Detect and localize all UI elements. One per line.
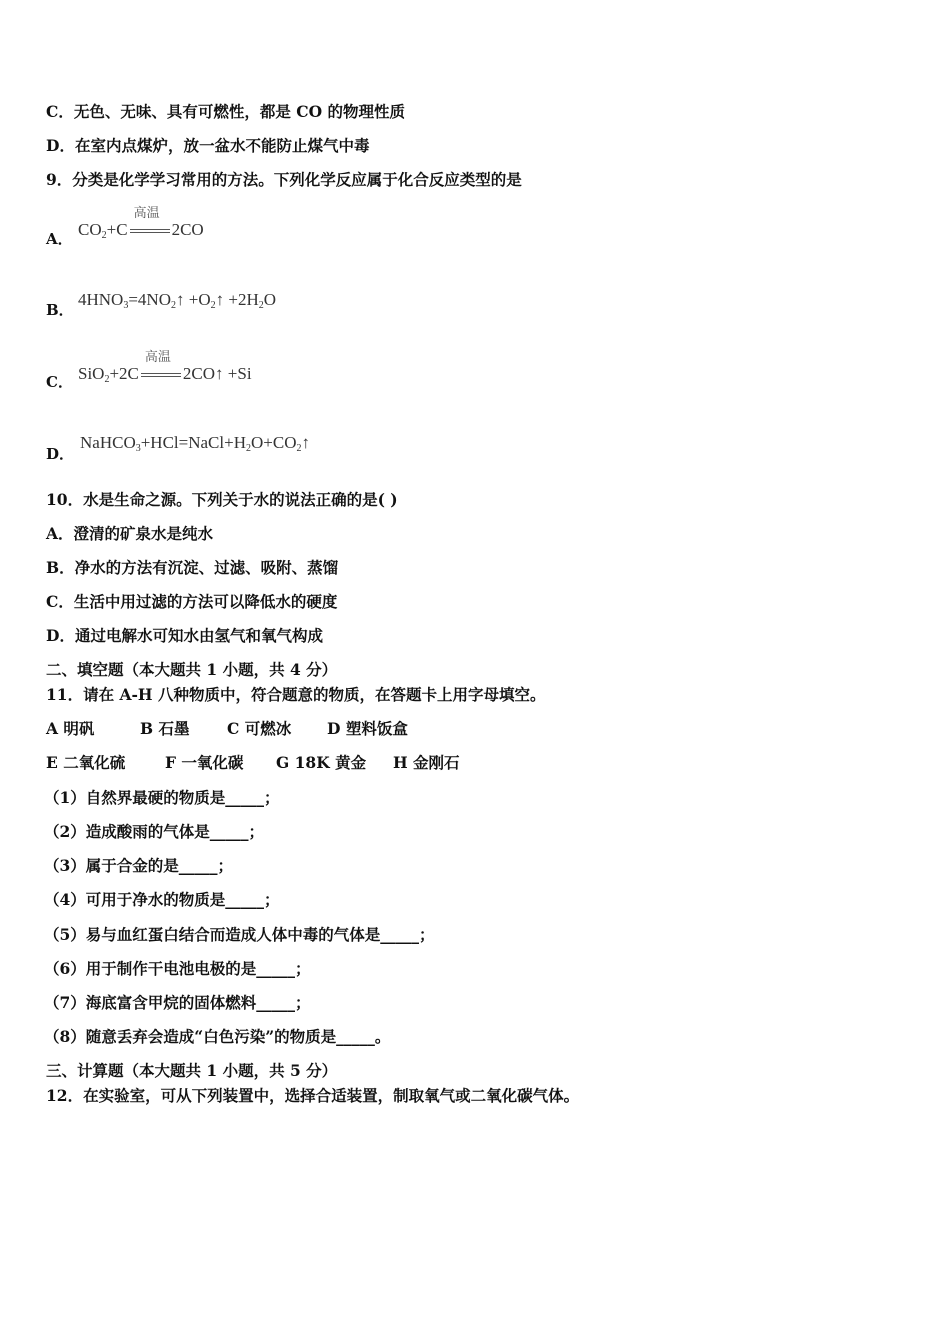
equals-bar (130, 229, 170, 230)
q10-option-b: B．净水的方法有沉淀、过滤、吸附、蒸馏 (46, 558, 339, 577)
q8-option-d: D．在室内点煤炉，放一盆水不能防止煤气中毒 (46, 136, 370, 155)
q11-choice-e: E 二氧化硫 (46, 753, 126, 772)
q9-option-b-letter: B． (46, 301, 74, 319)
q10-option-c: C．生活中用过滤的方法可以降低水的硬度 (46, 592, 338, 611)
q11-item-3: （3）属于合金的是_____； (44, 856, 234, 875)
q11-item-5: （5）易与血红蛋白结合而造成人体中毒的气体是_____； (44, 925, 435, 944)
q9-option-b-equation: $4HNO_3=4NO_2↑$ $+O_2↑ +2H_2O$ (78, 290, 277, 311)
condition-label: 高温 (133, 206, 160, 221)
reaction-condition (128, 206, 172, 240)
q9-option-a-letter: A． (46, 230, 73, 248)
q11-choice-f: F 一氧化碳 (165, 753, 244, 772)
q10-option-a: A．澄清的矿泉水是纯水 (46, 524, 214, 543)
q9-option-d-equation: $NaHCO_3+HCl=NaCl+H_2O+CO_2↑$ (80, 433, 310, 454)
equals-bar (130, 232, 170, 233)
q9-option-d-letter: D． (46, 445, 75, 463)
q10-stem: 10．水是生命之源。下列关于水的说法正确的是( ) (46, 490, 398, 509)
q11-item-6: （6）用于制作干电池电极的是_____； (44, 959, 311, 978)
q9-stem: 9．分类是化学学习常用的方法。下列化学反应属于化合反应类型的是 (46, 170, 522, 189)
q11-choice-g: G 18K 黄金 (276, 753, 367, 772)
q11-item-4: （4）可用于净水的物质是_____； (44, 890, 280, 909)
q11-item-7: （7）海底富含甲烷的固体燃料_____； (44, 993, 311, 1012)
equals-bar (141, 373, 181, 374)
q8-option-c: C．无色、无味、具有可燃性，都是 CO 的物理性质 (46, 102, 405, 121)
q11-choice-c: C 可燃冰 (227, 719, 292, 738)
q9-option-a-equation: $CO_2+C$ 高温 2CO (78, 206, 204, 241)
q11-stem: 11．请在 A-H 八种物质中，符合题意的物质，在答题卡上用字母填空。 (46, 685, 546, 704)
q11-choice-a: A 明矾 (46, 719, 95, 738)
section-heading-calculation: 三、计算题（本大题共 1 小题，共 5 分） (46, 1061, 338, 1080)
q10-option-d: D．通过电解水可知水由氢气和氧气构成 (46, 626, 323, 645)
q9-option-c-letter: C． (46, 373, 73, 391)
q11-choice-b: B 石墨 (140, 719, 190, 738)
q11-choice-h: H 金刚石 (393, 753, 460, 772)
equals-bar (141, 376, 181, 377)
reaction-condition (139, 350, 183, 384)
q11-choice-d: D 塑料饭盒 (327, 719, 408, 738)
q12-stem: 12．在实验室，可从下列装置中，选择合适装置，制取氧气或二氧化碳气体。 (46, 1086, 580, 1105)
q11-item-8: （8）随意丢弃会造成“白色污染”的物质是_____。 (44, 1027, 391, 1046)
q9-option-c-equation: SiO$_2$+2C 高温 2CO↑ +Si (78, 350, 252, 385)
q11-item-2: （2）造成酸雨的气体是_____； (44, 822, 265, 841)
section-heading-fill-in: 二、填空题（本大题共 1 小题，共 4 分） (46, 660, 338, 679)
condition-label: 高温 (144, 350, 171, 365)
q11-item-1: （1）自然界最硬的物质是_____； (44, 788, 280, 807)
